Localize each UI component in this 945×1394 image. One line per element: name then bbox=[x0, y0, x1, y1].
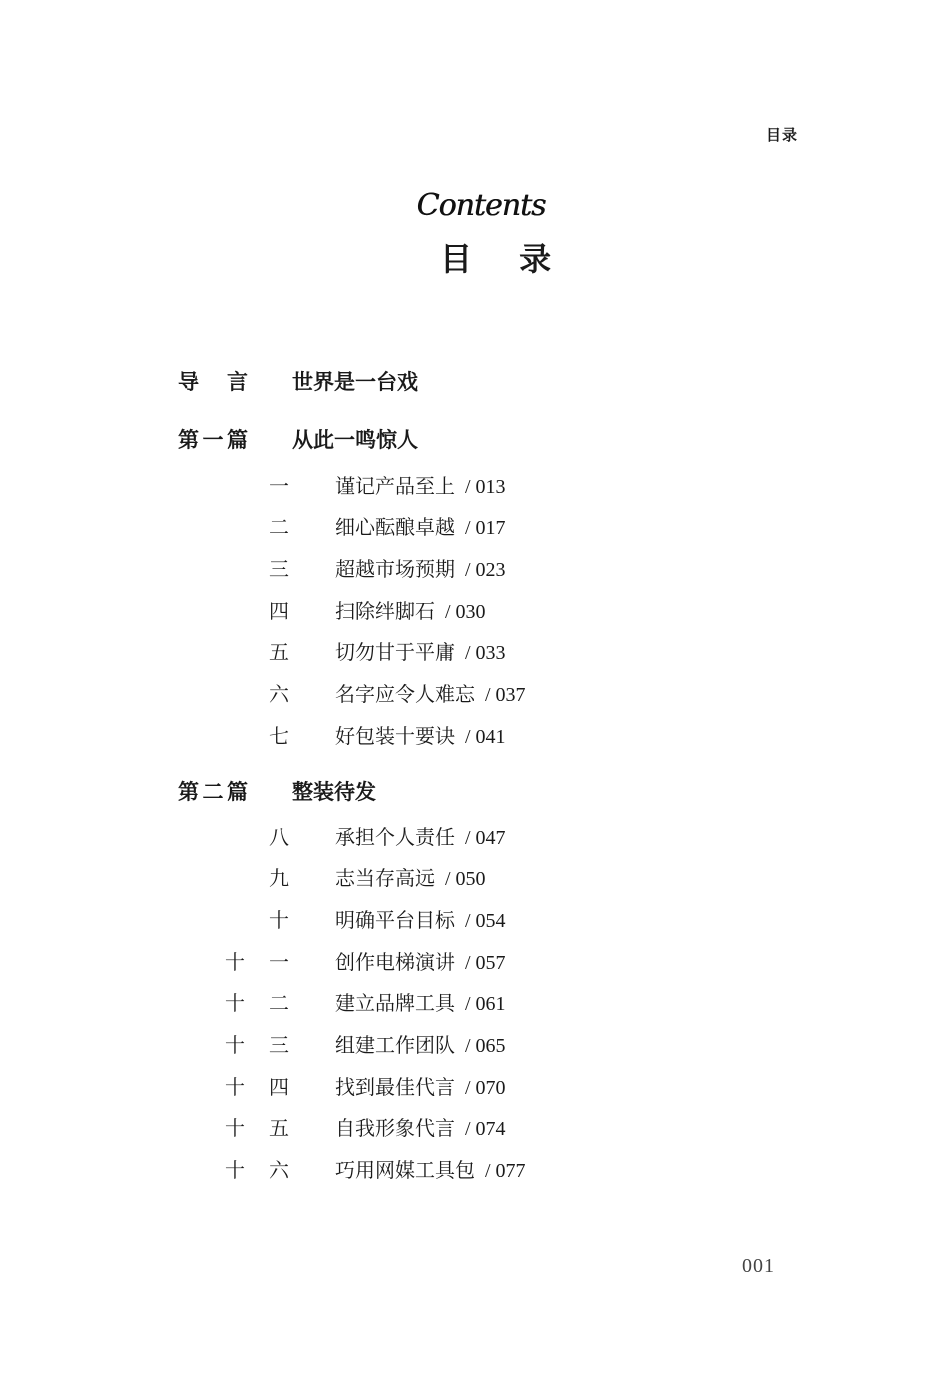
chapter-page: / 070 bbox=[465, 1077, 506, 1099]
page-number: 001 bbox=[742, 1255, 775, 1277]
chapter-page: / 033 bbox=[465, 642, 506, 664]
chapter-title: 巧用网媒工具包 / 077 bbox=[335, 1158, 526, 1182]
part-title: 从此一鸣惊人 bbox=[292, 427, 418, 452]
chapter-title: 建立品牌工具 / 061 bbox=[335, 991, 506, 1015]
contents-script-heading: Contents bbox=[416, 188, 546, 223]
chapter-title: 细心酝酿卓越 / 017 bbox=[335, 515, 506, 539]
chapter-title: 明确平台目标 / 054 bbox=[335, 908, 506, 932]
part-title: 整装待发 bbox=[292, 779, 376, 804]
intro-title: 世界是一台戏 bbox=[292, 369, 418, 394]
chapter-title: 好包装十要诀 / 041 bbox=[335, 724, 506, 748]
running-head: 目录 bbox=[766, 126, 799, 144]
chapter-title: 组建工作团队 / 065 bbox=[335, 1033, 506, 1057]
chapter-title: 找到最佳代言 / 070 bbox=[335, 1075, 506, 1099]
chapter-page: / 030 bbox=[445, 601, 486, 623]
chapter-page: / 077 bbox=[485, 1160, 526, 1182]
chapter-title: 自我形象代言 / 074 bbox=[335, 1116, 506, 1140]
chapter-page: / 041 bbox=[465, 726, 506, 748]
part-label: 第二篇 bbox=[178, 779, 248, 804]
chapter-page: / 047 bbox=[465, 827, 506, 849]
chapter-title: 名字应令人难忘 / 037 bbox=[335, 682, 526, 706]
chapter-page: / 050 bbox=[445, 868, 486, 890]
chapter-page: / 057 bbox=[465, 952, 506, 974]
intro-label: 导 言 bbox=[178, 369, 248, 394]
chapter-title: 超越市场预期 / 023 bbox=[335, 557, 506, 581]
chapter-title: 志当存高远 / 050 bbox=[335, 866, 486, 890]
chapter-page: / 023 bbox=[465, 559, 506, 581]
chapter-page: / 065 bbox=[465, 1035, 506, 1057]
part-label: 第一篇 bbox=[178, 427, 248, 452]
chapter-page: / 013 bbox=[465, 476, 506, 498]
chapter-page: / 017 bbox=[465, 517, 506, 539]
chapter-title: 扫除绊脚石 / 030 bbox=[335, 599, 486, 623]
chapter-title: 谨记产品至上 / 013 bbox=[335, 474, 506, 498]
chapter-title: 承担个人责任 / 047 bbox=[335, 825, 506, 849]
chapter-title: 创作电梯演讲 / 057 bbox=[335, 950, 506, 974]
chapter-page: / 054 bbox=[465, 910, 506, 932]
chapter-page: / 037 bbox=[485, 684, 526, 706]
chapter-page: / 074 bbox=[465, 1118, 506, 1140]
chapter-page: / 061 bbox=[465, 993, 506, 1015]
chapter-title: 切勿甘于平庸 / 033 bbox=[335, 640, 506, 664]
page-title: 目 录 bbox=[440, 240, 570, 278]
